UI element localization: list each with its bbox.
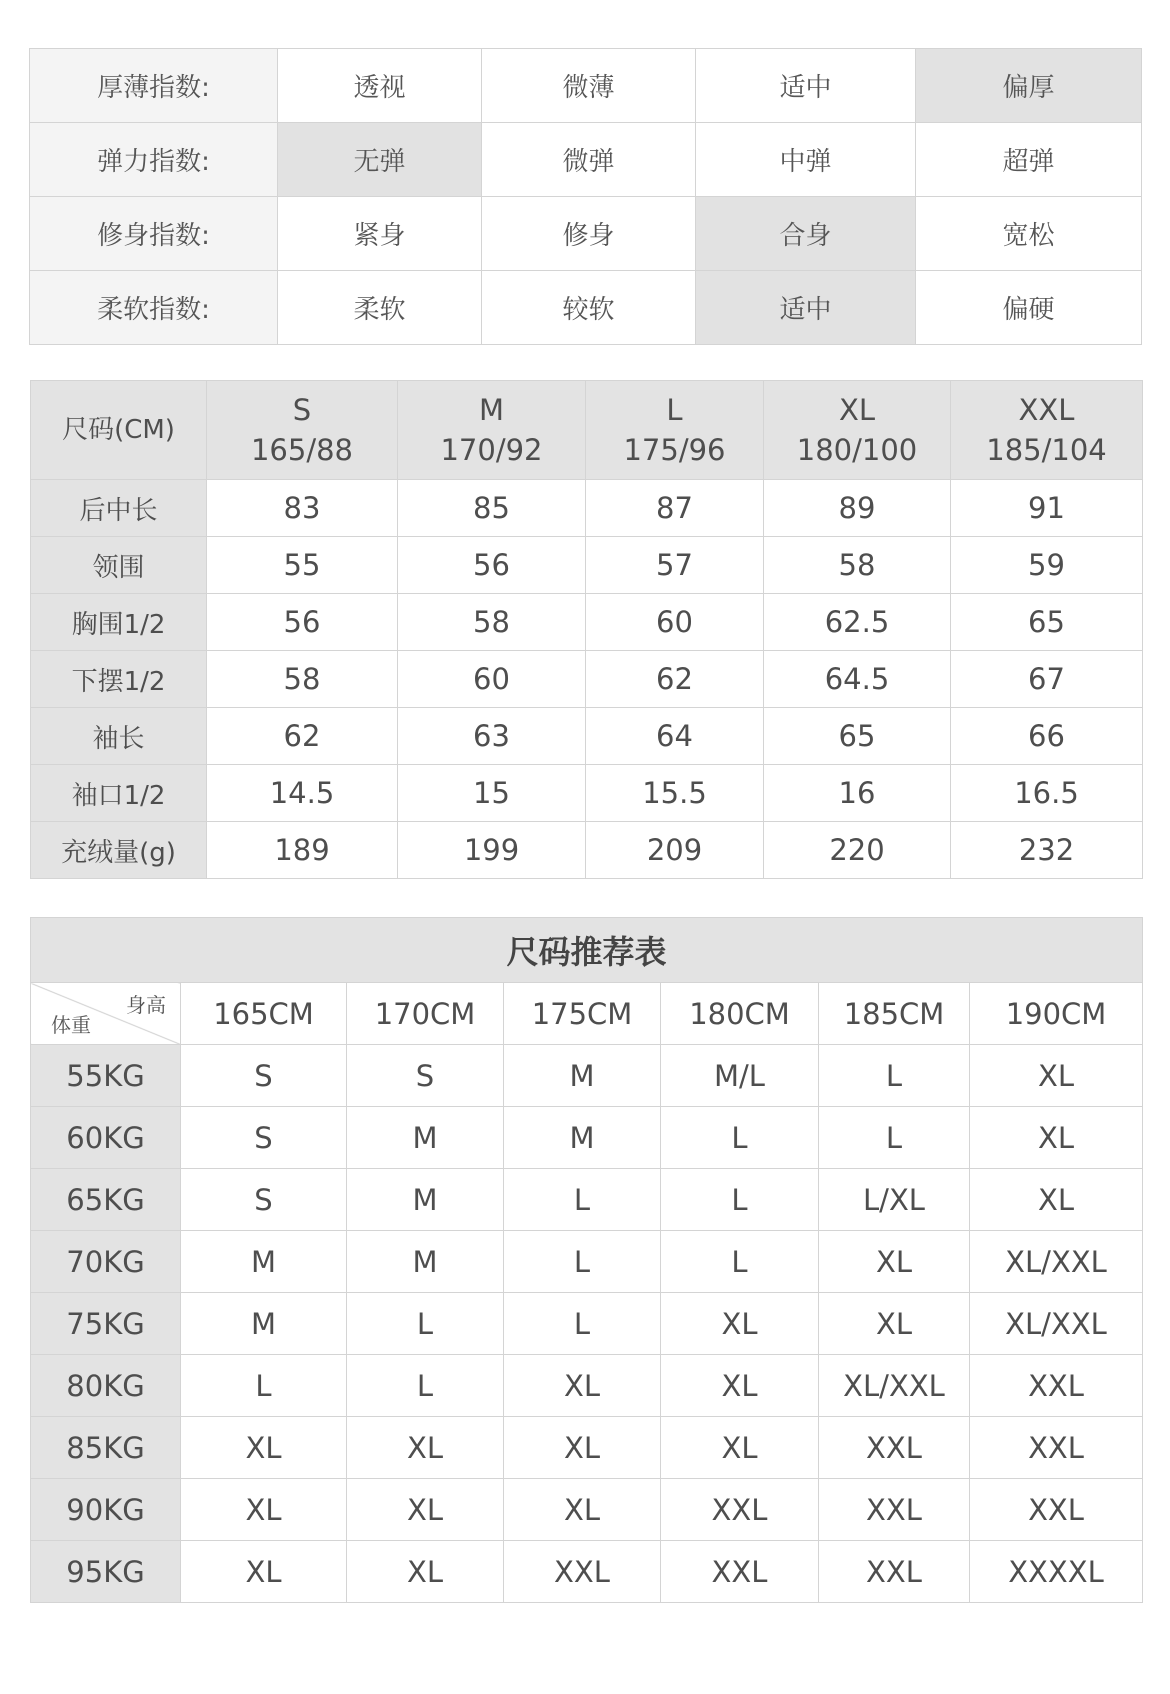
attribute-option: 微薄 — [482, 49, 696, 123]
recommended-size: XXL — [661, 1479, 819, 1541]
size-measurement-table — [30, 380, 1143, 879]
attribute-option-selected: 适中 — [696, 271, 916, 345]
measurement-value: 65 — [951, 594, 1143, 651]
height-column-header: 170CM — [347, 983, 504, 1045]
measurement-value: 56 — [398, 537, 586, 594]
recommended-size: L — [819, 1045, 970, 1107]
size-column-header — [951, 381, 1143, 480]
recommended-size: XL — [347, 1479, 504, 1541]
recommended-size: XXXXL — [970, 1541, 1143, 1603]
recommended-size: M — [347, 1231, 504, 1293]
measurement-label: 后中长 — [31, 480, 207, 537]
measurement-value: 58 — [764, 537, 951, 594]
recommended-size: M — [347, 1107, 504, 1169]
recommendation-row — [31, 1355, 1143, 1417]
measurement-row — [31, 822, 1143, 879]
recommendation-corner-cell — [31, 983, 181, 1045]
size-spec: 185/104 — [986, 433, 1107, 467]
recommended-size: S — [347, 1045, 504, 1107]
recommended-size: L — [504, 1169, 661, 1231]
recommended-size: XL — [819, 1293, 970, 1355]
recommended-size: XL — [819, 1231, 970, 1293]
attribute-label: 柔软指数: — [30, 271, 278, 345]
measurement-value: 16 — [764, 765, 951, 822]
weight-row-header: 95KG — [31, 1541, 181, 1603]
attribute-label: 修身指数: — [30, 197, 278, 271]
recommended-size: XL — [504, 1479, 661, 1541]
measurement-value: 66 — [951, 708, 1143, 765]
size-column-header — [207, 381, 398, 480]
measurement-value: 199 — [398, 822, 586, 879]
recommended-size: L — [661, 1107, 819, 1169]
measurement-value: 220 — [764, 822, 951, 879]
recommended-size: S — [181, 1107, 347, 1169]
recommended-size: XL — [504, 1417, 661, 1479]
measurement-label: 胸围1/2 — [31, 594, 207, 651]
recommended-size: XXL — [970, 1479, 1143, 1541]
height-column-header: 185CM — [819, 983, 970, 1045]
measurement-value: 91 — [951, 480, 1143, 537]
attribute-row — [30, 49, 1142, 123]
size-recommendation-table — [30, 917, 1143, 1603]
measurement-value: 62.5 — [764, 594, 951, 651]
measurement-value: 83 — [207, 480, 398, 537]
size-column-header — [586, 381, 764, 480]
measurement-value: 62 — [207, 708, 398, 765]
measurement-value: 56 — [207, 594, 398, 651]
measurement-value: 16.5 — [951, 765, 1143, 822]
measurement-row — [31, 594, 1143, 651]
recommended-size: M — [181, 1293, 347, 1355]
recommended-size: L/XL — [819, 1169, 970, 1231]
recommended-size: L — [661, 1231, 819, 1293]
measurement-row — [31, 480, 1143, 537]
size-letter: M — [478, 393, 505, 427]
attribute-option-selected: 合身 — [696, 197, 916, 271]
measurement-value: 62 — [586, 651, 764, 708]
measurement-value: 67 — [951, 651, 1143, 708]
recommendation-row — [31, 1045, 1143, 1107]
measurement-value: 15.5 — [586, 765, 764, 822]
attribute-option: 紧身 — [278, 197, 482, 271]
measurement-label: 袖口1/2 — [31, 765, 207, 822]
recommended-size: XL — [661, 1417, 819, 1479]
weight-row-header: 65KG — [31, 1169, 181, 1231]
recommended-size: M/L — [661, 1045, 819, 1107]
height-column-header: 190CM — [970, 983, 1143, 1045]
measurement-value: 15 — [398, 765, 586, 822]
size-letter: XXL — [1018, 393, 1075, 427]
measurement-row — [31, 537, 1143, 594]
recommended-size: XXL — [970, 1355, 1143, 1417]
measurement-value: 58 — [398, 594, 586, 651]
recommendation-row — [31, 1231, 1143, 1293]
recommended-size: XL — [970, 1107, 1143, 1169]
recommended-size: L — [181, 1355, 347, 1417]
attribute-option: 微弹 — [482, 123, 696, 197]
attribute-row — [30, 271, 1142, 345]
measurement-value: 57 — [586, 537, 764, 594]
recommended-size: XL — [181, 1541, 347, 1603]
weight-row-header: 70KG — [31, 1231, 181, 1293]
attribute-label: 弹力指数: — [30, 123, 278, 197]
recommended-size: XL — [347, 1417, 504, 1479]
measurement-value: 85 — [398, 480, 586, 537]
measurement-value: 64 — [586, 708, 764, 765]
weight-row-header: 85KG — [31, 1417, 181, 1479]
recommended-size: XXL — [504, 1541, 661, 1603]
recommended-size: L — [347, 1293, 504, 1355]
recommendation-title: 尺码推荐表 — [31, 918, 1143, 983]
recommended-size: XL — [181, 1417, 347, 1479]
recommended-size: S — [181, 1169, 347, 1231]
recommended-size: XL/XXL — [819, 1355, 970, 1417]
attribute-option: 修身 — [482, 197, 696, 271]
measurement-label: 袖长 — [31, 708, 207, 765]
recommended-size: XL/XXL — [970, 1231, 1143, 1293]
size-letter: XL — [838, 393, 876, 427]
recommended-size: XXL — [661, 1541, 819, 1603]
recommended-size: XL — [970, 1045, 1143, 1107]
recommended-size: M — [504, 1045, 661, 1107]
recommendation-row — [31, 1169, 1143, 1231]
recommendation-row — [31, 1293, 1143, 1355]
attribute-option: 透视 — [278, 49, 482, 123]
recommended-size: XL — [504, 1355, 661, 1417]
measurement-row — [31, 651, 1143, 708]
recommended-size: XXL — [819, 1541, 970, 1603]
attribute-label: 厚薄指数: — [30, 49, 278, 123]
measurement-label: 领围 — [31, 537, 207, 594]
measurement-value: 55 — [207, 537, 398, 594]
recommended-size: M — [347, 1169, 504, 1231]
size-column-header — [398, 381, 586, 480]
size-spec: 170/92 — [440, 433, 543, 467]
recommended-size: S — [181, 1045, 347, 1107]
height-axis-label: 身高 — [126, 993, 166, 1017]
measurement-value: 64.5 — [764, 651, 951, 708]
recommended-size: M — [504, 1107, 661, 1169]
weight-row-header: 90KG — [31, 1479, 181, 1541]
recommended-size: M — [181, 1231, 347, 1293]
measurement-value: 232 — [951, 822, 1143, 879]
recommended-size: XL/XXL — [970, 1293, 1143, 1355]
measurement-value: 65 — [764, 708, 951, 765]
measurement-value: 60 — [586, 594, 764, 651]
size-letter: L — [666, 393, 683, 427]
weight-row-header: 80KG — [31, 1355, 181, 1417]
measurement-value: 59 — [951, 537, 1143, 594]
measurement-value: 189 — [207, 822, 398, 879]
measurement-value: 87 — [586, 480, 764, 537]
size-chart-corner: 尺码(CM) — [31, 381, 207, 480]
recommended-size: XL — [661, 1293, 819, 1355]
recommended-size: L — [661, 1169, 819, 1231]
recommended-size: XL — [970, 1169, 1143, 1231]
attribute-option-selected: 无弹 — [278, 123, 482, 197]
size-spec: 175/96 — [623, 433, 726, 467]
measurement-label: 充绒量(g) — [31, 822, 207, 879]
weight-row-header: 75KG — [31, 1293, 181, 1355]
attribute-option-selected: 偏厚 — [916, 49, 1142, 123]
measurement-row — [31, 708, 1143, 765]
size-letter: S — [292, 393, 312, 427]
measurement-value: 14.5 — [207, 765, 398, 822]
attribute-option: 偏硬 — [916, 271, 1142, 345]
measurement-row — [31, 765, 1143, 822]
weight-axis-label: 体重 — [51, 1013, 91, 1037]
recommended-size: L — [819, 1107, 970, 1169]
measurement-value: 58 — [207, 651, 398, 708]
recommendation-row — [31, 1541, 1143, 1603]
height-column-header: 175CM — [504, 983, 661, 1045]
measurement-value: 60 — [398, 651, 586, 708]
recommended-size: L — [504, 1293, 661, 1355]
recommendation-row — [31, 1417, 1143, 1479]
measurement-value: 63 — [398, 708, 586, 765]
recommended-size: XXL — [970, 1417, 1143, 1479]
weight-row-header: 55KG — [31, 1045, 181, 1107]
recommended-size: L — [347, 1355, 504, 1417]
recommendation-row — [31, 1107, 1143, 1169]
recommended-size: XL — [347, 1541, 504, 1603]
attribute-option: 柔软 — [278, 271, 482, 345]
recommended-size: XL — [661, 1355, 819, 1417]
measurement-value: 89 — [764, 480, 951, 537]
height-column-header: 180CM — [661, 983, 819, 1045]
attribute-option: 超弹 — [916, 123, 1142, 197]
recommended-size: L — [504, 1231, 661, 1293]
recommended-size: XL — [181, 1479, 347, 1541]
recommendation-row — [31, 1479, 1143, 1541]
size-spec: 165/88 — [250, 433, 354, 467]
attribute-option: 中弹 — [696, 123, 916, 197]
attribute-row — [30, 197, 1142, 271]
attribute-option: 宽松 — [916, 197, 1142, 271]
recommended-size: XXL — [819, 1479, 970, 1541]
weight-row-header: 60KG — [31, 1107, 181, 1169]
size-spec: 180/100 — [796, 433, 918, 467]
attribute-row — [30, 123, 1142, 197]
size-column-header — [764, 381, 951, 480]
measurement-value: 209 — [586, 822, 764, 879]
attribute-option: 适中 — [696, 49, 916, 123]
height-column-header: 165CM — [181, 983, 347, 1045]
attribute-option: 较软 — [482, 271, 696, 345]
recommended-size: XXL — [819, 1417, 970, 1479]
fabric-attribute-table — [29, 48, 1142, 345]
measurement-label: 下摆1/2 — [31, 651, 207, 708]
